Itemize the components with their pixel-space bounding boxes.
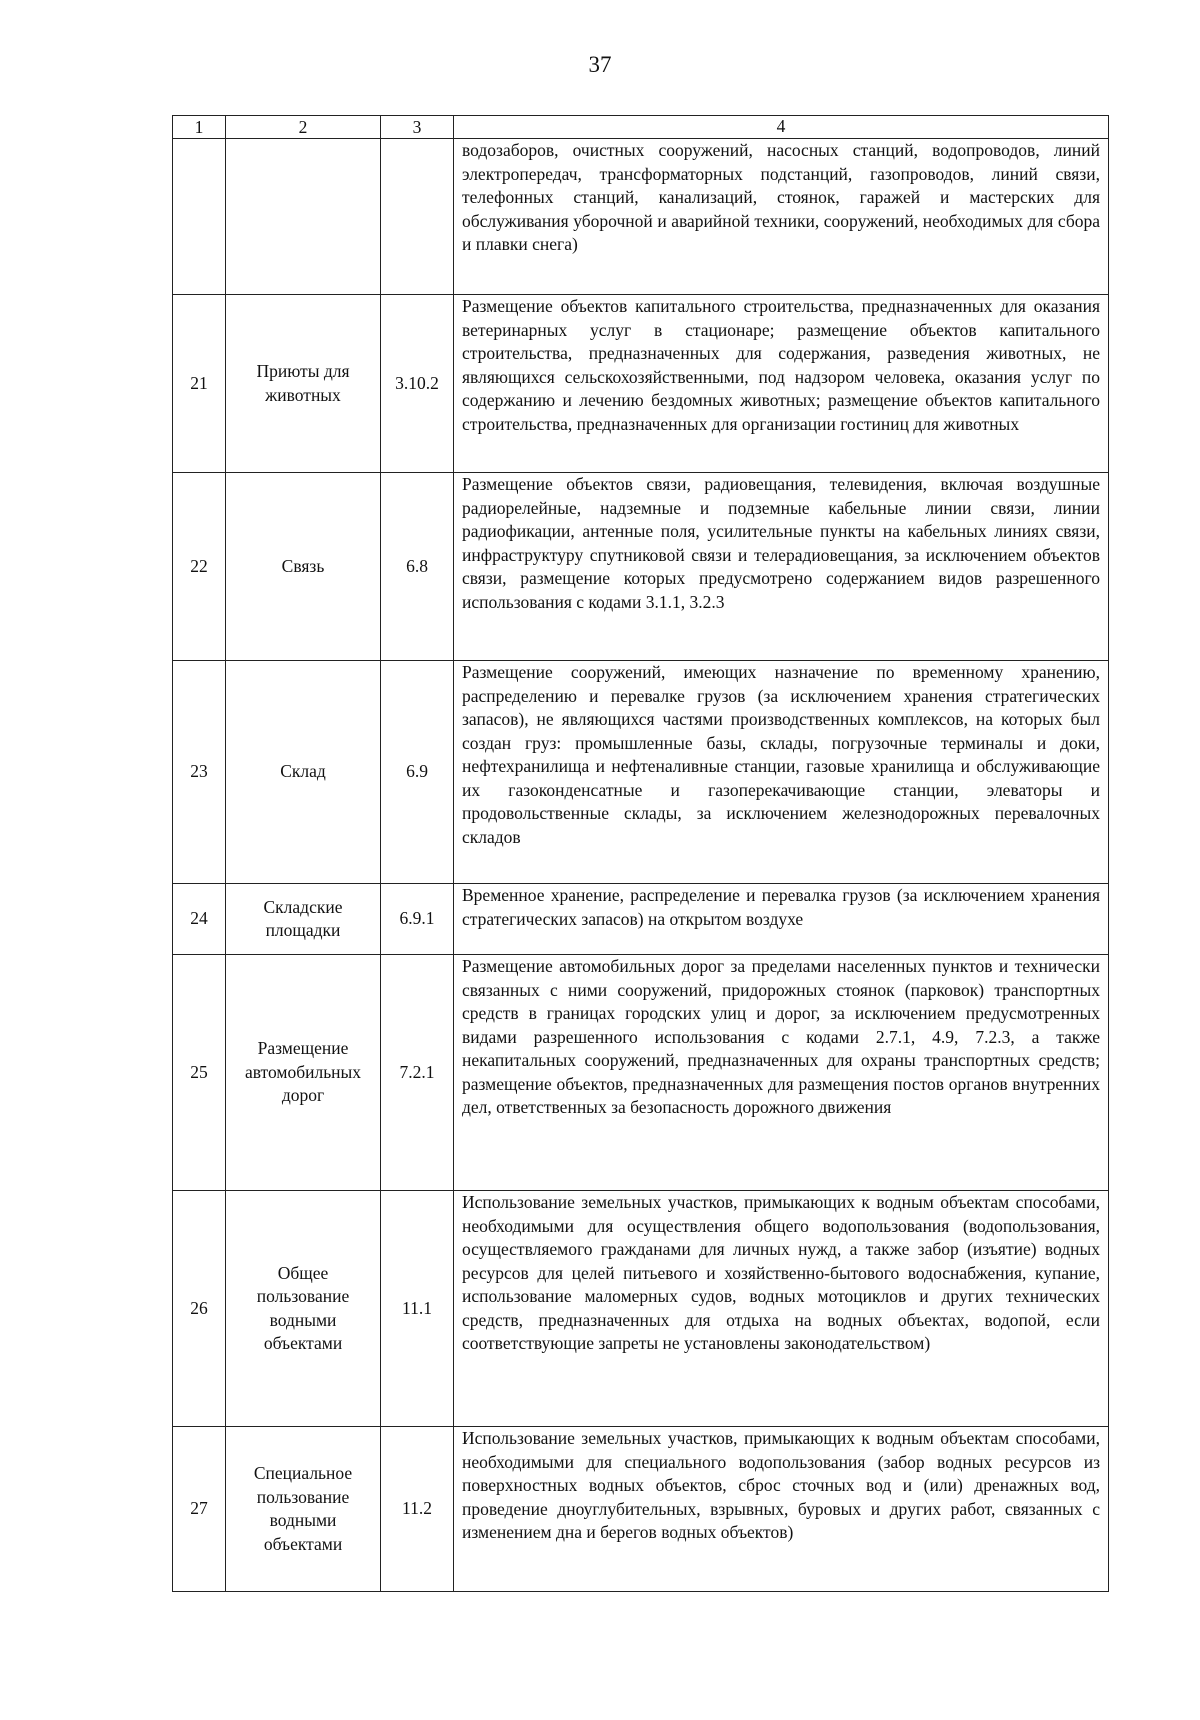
table-row (173, 661, 1109, 884)
header-col-1: 1 (173, 116, 226, 139)
row-code: 7.2.1 (381, 955, 454, 1191)
row-code: 11.1 (381, 1191, 454, 1427)
row-name: Склад (226, 661, 381, 884)
row-name (226, 139, 381, 295)
row-code (381, 139, 454, 295)
row-number: 22 (173, 473, 226, 661)
header-col-4: 4 (454, 116, 1109, 139)
row-name: Связь (226, 473, 381, 661)
row-name: Размещение автомобильных дорог (226, 955, 381, 1191)
row-number (173, 139, 226, 295)
table-row (173, 473, 1109, 661)
table-row (173, 295, 1109, 473)
row-number: 25 (173, 955, 226, 1191)
page-number: 37 (588, 52, 612, 77)
header-col-2: 2 (226, 116, 381, 139)
table-row (173, 1191, 1109, 1427)
row-number: 26 (173, 1191, 226, 1427)
table-row (173, 139, 1109, 295)
row-description: Размещение объектов капитального строительства, предназначенных для оказания ветеринарных услуг в стационаре; размещение объектов капитального строительства, предназначенных для содержания, разведения животных, не являющихся сельскохозяйственными, под надзором человека, оказания услуг по содержанию и лечению бездомных животных; размещение объектов капитального строительства, предназначенных для организации гостиниц для животных (454, 295, 1109, 473)
row-code: 11.2 (381, 1427, 454, 1592)
row-code: 6.9.1 (381, 884, 454, 955)
table-header-row (173, 116, 1109, 139)
row-description: Использование земельных участков, примыкающих к водным объектам способами, необходимыми для осуществления общего водопользования (водопользования, осуществляемого гражданами для личных нужд, а также забор (изъятие) водных ресурсов для целей питьевого и хозяйственно-бытового водоснабжения, купание, использование маломерных судов, водных мотоциклов и других технических средств, предназначенных для отдыха на водных объектах, водопой, если соответствующие запреты не установлены законодательством) (454, 1191, 1109, 1427)
row-code: 6.8 (381, 473, 454, 661)
row-description: Использование земельных участков, примыкающих к водным объектам способами, необходимыми для специального водопользования (забор водных ресурсов из поверхностных водных объектов, сброс сточных вод и (или) дренажных вод, проведение дноуглубительных, взрывных, буровых и других работ, связанных с изменением дна и берегов водных объектов) (454, 1427, 1109, 1592)
row-code: 3.10.2 (381, 295, 454, 473)
table-row (173, 1427, 1109, 1592)
row-description: Временное хранение, распределение и перевалка грузов (за исключением хранения стратегических запасов) на открытом воздухе (454, 884, 1109, 955)
row-name: Специальное пользование водными объектами (226, 1427, 381, 1592)
row-name: Общее пользование водными объектами (226, 1191, 381, 1427)
row-description: водозаборов, очистных сооружений, насосных станций, водопроводов, линий электропередач, трансформаторных подстанций, газопроводов, линий связи, телефонных станций, канализаций, стоянок, гаражей и мастерских для обслуживания уборочной и аварийной техники, сооружений, необходимых для сбора и плавки снега) (454, 139, 1109, 295)
table-row (173, 955, 1109, 1191)
row-name: Приюты для животных (226, 295, 381, 473)
row-number: 21 (173, 295, 226, 473)
row-description: Размещение сооружений, имеющих назначение по временному хранению, распределению и перевалке грузов (за исключением хранения стратегических запасов), не являющихся частями производственных комплексов, на которых был создан груз: промышленные базы, склады, погрузочные терминалы и доки, нефтехранилища и нефтеналивные станции, газовые хранилища и обслуживающие их газоконденсатные и газоперекачивающие станции, элеваторы и продовольственные склады, за исключением железнодорожных перевалочных складов (454, 661, 1109, 884)
row-description: Размещение объектов связи, радиовещания, телевидения, включая воздушные радиорелейные, надземные и подземные кабельные линии связи, линии радиофикации, антенные поля, усилительные пункты на кабельных линиях связи, инфраструктуру спутниковой связи и телерадиовещания, за исключением объектов связи, размещение которых предусмотрено содержанием видов разрешенного использования с кодами 3.1.1, 3.2.3 (454, 473, 1109, 661)
row-code: 6.9 (381, 661, 454, 884)
row-number: 23 (173, 661, 226, 884)
land-use-table (172, 115, 1109, 1592)
header-col-3: 3 (381, 116, 454, 139)
row-name: Складские площадки (226, 884, 381, 955)
row-description: Размещение автомобильных дорог за пределами населенных пунктов и технически связанных с ними сооружений, придорожных стоянок (парковок) транспортных средств в границах городских улиц и дорог, за исключением предусмотренных видами разрешенного использования с кодами 2.7.1, 4.9, 7.2.3, а также некапитальных сооружений, предназначенных для охраны транспортных средств; размещение объектов, предназначенных для размещения постов органов внутренних дел, ответственных за безопасность дорожного движения (454, 955, 1109, 1191)
table-row (173, 884, 1109, 955)
row-number: 24 (173, 884, 226, 955)
row-number: 27 (173, 1427, 226, 1592)
